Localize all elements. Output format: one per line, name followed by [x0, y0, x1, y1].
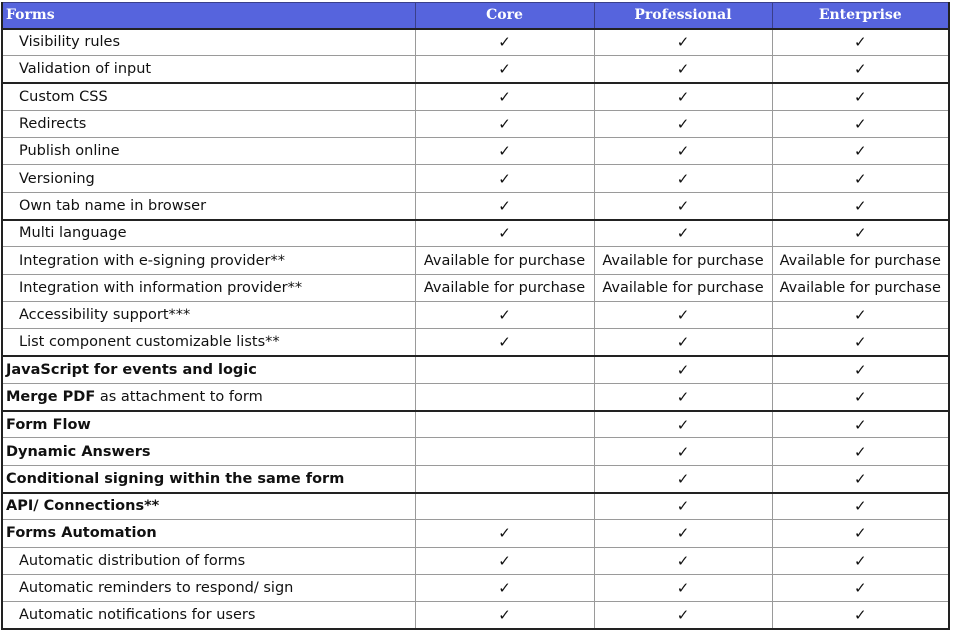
cell-professional: [594, 138, 772, 165]
feature-label: [2, 29, 415, 56]
feature-label: [2, 574, 415, 601]
cell-enterprise: [772, 56, 949, 83]
checkmark-icon: ✓: [853, 33, 867, 52]
checkmark-icon: ✓: [676, 551, 690, 570]
cell-enterprise: [772, 520, 949, 547]
cell-professional: [594, 220, 772, 247]
table-body: [2, 29, 949, 630]
cell-professional: [594, 110, 772, 137]
cell-core: [415, 411, 594, 438]
table-row: [2, 329, 949, 356]
table-row: [2, 301, 949, 328]
feature-label: [2, 110, 415, 137]
checkmark-icon: ✓: [676, 387, 690, 406]
cell-core: [415, 329, 594, 356]
checkmark-icon: ✓: [676, 142, 690, 161]
checkmark-icon: ✓: [498, 142, 511, 161]
feature-label-text: Publish online: [19, 143, 120, 160]
cell-professional: [594, 356, 772, 383]
checkmark-icon: ✓: [498, 169, 511, 188]
cell-enterprise: [772, 220, 949, 247]
cell-professional: [594, 56, 772, 83]
header-enterprise: Enterprise: [772, 3, 949, 29]
feature-label: [2, 547, 415, 574]
feature-label-text: Multi language: [19, 225, 127, 242]
cell-core: [415, 356, 594, 383]
table-row: [2, 383, 949, 410]
feature-comparison-table: [1, 2, 950, 630]
feature-label-text: Accessibility support***: [19, 307, 191, 324]
feature-label: [2, 220, 415, 247]
cell-professional: [594, 329, 772, 356]
cell-enterprise: [772, 165, 949, 192]
checkmark-icon: ✓: [676, 442, 690, 461]
cell-professional: [594, 438, 772, 465]
cell-enterprise: [772, 83, 949, 110]
checkmark-icon: ✓: [853, 142, 867, 161]
cell-professional: [594, 520, 772, 547]
feature-label-bold: API/ Connections**: [6, 498, 160, 515]
cell-core: [415, 220, 594, 247]
checkmark-icon: ✓: [498, 333, 511, 352]
header-forms: Forms: [2, 3, 415, 29]
feature-label: [2, 56, 415, 83]
checkmark-icon: ✓: [498, 551, 511, 570]
feature-label: [2, 438, 415, 465]
availability-text: Available for purchase: [423, 279, 586, 296]
checkmark-icon: ✓: [853, 306, 867, 325]
checkmark-icon: ✓: [853, 469, 867, 488]
availability-text: Available for purchase: [779, 279, 941, 296]
feature-label-bold: JavaScript for events and logic: [6, 361, 257, 378]
checkmark-icon: ✓: [498, 606, 511, 625]
cell-enterprise: [772, 356, 949, 383]
cell-core: [415, 547, 594, 574]
table-row: [2, 438, 949, 465]
checkmark-icon: ✓: [676, 224, 690, 243]
cell-professional: [594, 383, 772, 410]
cell-core: [415, 520, 594, 547]
checkmark-icon: ✓: [498, 224, 511, 243]
feature-label-text: List component customizable lists**: [19, 334, 280, 351]
cell-core: [415, 192, 594, 219]
feature-label: [2, 520, 415, 547]
feature-label-text: Visibility rules: [19, 34, 121, 51]
cell-core: [415, 383, 594, 410]
table-row: [2, 138, 949, 165]
table-row: [2, 165, 949, 192]
feature-label-text: Versioning: [19, 170, 95, 187]
checkmark-icon: ✓: [853, 551, 867, 570]
checkmark-icon: ✓: [498, 196, 511, 215]
checkmark-icon: ✓: [853, 169, 867, 188]
feature-label: [2, 301, 415, 328]
checkmark-icon: ✓: [853, 333, 867, 352]
feature-label-text: Validation of input: [19, 61, 152, 78]
table-row: [2, 574, 949, 601]
cell-professional: [594, 547, 772, 574]
cell-enterprise: [772, 301, 949, 328]
cell-enterprise: [772, 493, 949, 520]
table-row: [2, 356, 949, 383]
cell-professional: [594, 411, 772, 438]
checkmark-icon: ✓: [853, 415, 867, 434]
cell-enterprise: [772, 247, 949, 274]
cell-core: [415, 56, 594, 83]
availability-text: Available for purchase: [602, 279, 764, 296]
cell-core: [415, 602, 594, 629]
feature-label: [2, 165, 415, 192]
table-row: [2, 83, 949, 110]
feature-label: [2, 83, 415, 110]
feature-label-bold: Forms Automation: [6, 525, 157, 542]
table-row: [2, 520, 949, 547]
cell-professional: [594, 192, 772, 219]
feature-label-text: Integration with information provider**: [19, 279, 303, 296]
checkmark-icon: ✓: [498, 60, 511, 79]
cell-core: [415, 493, 594, 520]
checkmark-icon: ✓: [853, 579, 867, 598]
checkmark-icon: ✓: [676, 60, 690, 79]
checkmark-icon: ✓: [676, 169, 690, 188]
cell-enterprise: [772, 274, 949, 301]
feature-label: [2, 356, 415, 383]
feature-label-text: Automatic distribution of forms: [19, 552, 246, 569]
cell-core: [415, 247, 594, 274]
checkmark-icon: ✓: [676, 306, 690, 325]
cell-core: [415, 438, 594, 465]
checkmark-icon: ✓: [853, 524, 867, 543]
cell-core: [415, 29, 594, 56]
cell-enterprise: [772, 547, 949, 574]
cell-professional: [594, 274, 772, 301]
feature-label: [2, 465, 415, 492]
feature-label: [2, 329, 415, 356]
table-row: [2, 192, 949, 219]
checkmark-icon: ✓: [676, 606, 690, 625]
cell-enterprise: [772, 138, 949, 165]
feature-label-text: Custom CSS: [19, 88, 108, 105]
table-row: [2, 465, 949, 492]
table-row: [2, 110, 949, 137]
feature-label-bold: Dynamic Answers: [6, 443, 151, 460]
table-row: [2, 56, 949, 83]
checkmark-icon: ✓: [498, 579, 511, 598]
availability-text: Available for purchase: [602, 252, 764, 269]
table-row: [2, 247, 949, 274]
checkmark-icon: ✓: [676, 33, 690, 52]
table-row: [2, 411, 949, 438]
cell-enterprise: [772, 411, 949, 438]
feature-label: [2, 602, 415, 629]
cell-enterprise: [772, 438, 949, 465]
checkmark-icon: ✓: [676, 497, 690, 516]
cell-core: [415, 274, 594, 301]
checkmark-icon: ✓: [676, 333, 690, 352]
cell-professional: [594, 301, 772, 328]
feature-label-text: Own tab name in browser: [19, 197, 207, 214]
checkmark-icon: ✓: [676, 360, 690, 379]
cell-core: [415, 465, 594, 492]
checkmark-icon: ✓: [498, 87, 511, 106]
table-row: [2, 547, 949, 574]
header-core: Core: [415, 3, 594, 29]
availability-text: Available for purchase: [779, 252, 941, 269]
checkmark-icon: ✓: [853, 196, 867, 215]
checkmark-icon: ✓: [676, 115, 690, 134]
header-row: [2, 3, 949, 29]
checkmark-icon: ✓: [853, 497, 867, 516]
feature-label-text: Redirects: [19, 116, 87, 133]
cell-core: [415, 301, 594, 328]
cell-core: [415, 138, 594, 165]
checkmark-icon: ✓: [498, 306, 511, 325]
feature-label-bold: Merge PDF: [6, 388, 96, 405]
feature-label: [2, 192, 415, 219]
checkmark-icon: ✓: [676, 415, 690, 434]
cell-enterprise: [772, 383, 949, 410]
table-row: [2, 602, 949, 629]
cell-core: [415, 110, 594, 137]
feature-label: [2, 274, 415, 301]
cell-core: [415, 574, 594, 601]
checkmark-icon: ✓: [853, 606, 867, 625]
table-row: [2, 29, 949, 56]
cell-professional: [594, 247, 772, 274]
checkmark-icon: ✓: [498, 524, 511, 543]
cell-professional: [594, 493, 772, 520]
feature-label-bold: Form Flow: [6, 416, 91, 433]
cell-enterprise: [772, 465, 949, 492]
cell-professional: [594, 165, 772, 192]
cell-enterprise: [772, 110, 949, 137]
checkmark-icon: ✓: [498, 33, 511, 52]
checkmark-icon: ✓: [853, 360, 867, 379]
cell-core: [415, 165, 594, 192]
checkmark-icon: ✓: [676, 524, 690, 543]
checkmark-icon: ✓: [853, 60, 867, 79]
checkmark-icon: ✓: [676, 196, 690, 215]
cell-core: [415, 83, 594, 110]
table-row: [2, 220, 949, 247]
cell-enterprise: [772, 602, 949, 629]
checkmark-icon: ✓: [853, 115, 867, 134]
feature-label-text: Integration with e-signing provider**: [19, 252, 285, 269]
checkmark-icon: ✓: [853, 224, 867, 243]
checkmark-icon: ✓: [853, 442, 867, 461]
feature-label: [2, 138, 415, 165]
feature-label-bold: Conditional signing within the same form: [6, 470, 345, 487]
cell-enterprise: [772, 29, 949, 56]
table-row: [2, 274, 949, 301]
feature-label-text: Automatic reminders to respond/ sign: [19, 580, 294, 597]
feature-label: [2, 383, 415, 410]
cell-enterprise: [772, 574, 949, 601]
header-professional: Professional: [594, 3, 772, 29]
feature-label: [2, 493, 415, 520]
availability-text: Available for purchase: [423, 252, 586, 269]
cell-professional: [594, 29, 772, 56]
cell-professional: [594, 602, 772, 629]
checkmark-icon: ✓: [853, 387, 867, 406]
feature-label-text: Automatic notifications for users: [19, 607, 256, 624]
checkmark-icon: ✓: [676, 87, 690, 106]
checkmark-icon: ✓: [853, 87, 867, 106]
checkmark-icon: ✓: [676, 469, 690, 488]
cell-professional: [594, 465, 772, 492]
feature-label: [2, 247, 415, 274]
cell-professional: [594, 574, 772, 601]
cell-enterprise: [772, 192, 949, 219]
checkmark-icon: ✓: [498, 115, 511, 134]
checkmark-icon: ✓: [676, 579, 690, 598]
cell-professional: [594, 83, 772, 110]
feature-label-text: as attachment to form: [95, 388, 263, 405]
cell-enterprise: [772, 329, 949, 356]
feature-label: [2, 411, 415, 438]
table-row: [2, 493, 949, 520]
